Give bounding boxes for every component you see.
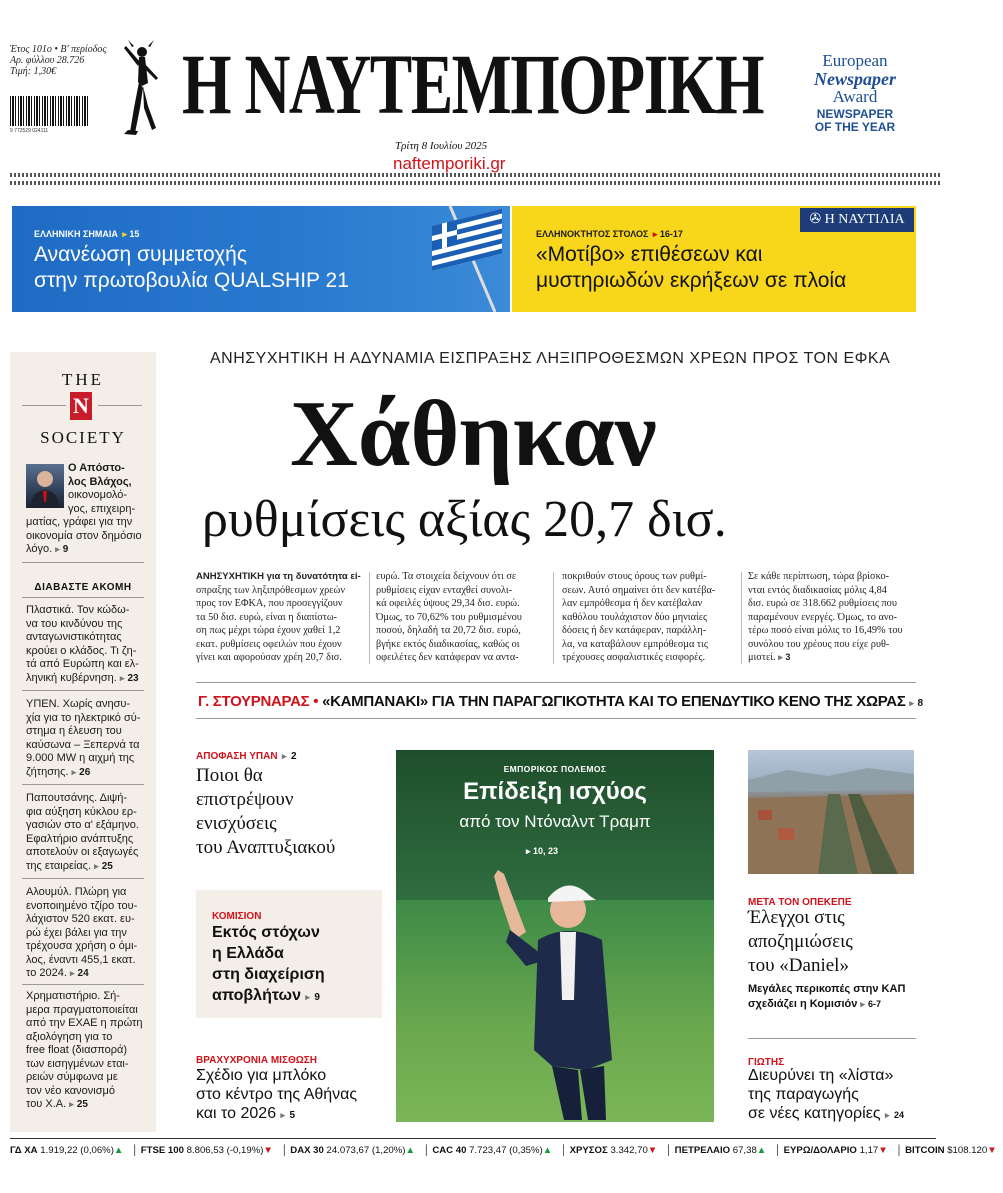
headline-line: σε νέες κατηγορίες: [748, 1105, 881, 1122]
item-line: των εισηγμένων εται-: [26, 1057, 129, 1070]
divider: [22, 878, 144, 879]
column-line: προς τον ΕΦΚΑ, που προσεγγίζουν: [196, 598, 343, 609]
banner-kicker: [536, 224, 683, 242]
headline-line: του Αναπτυξιακού: [196, 837, 336, 858]
item-line: το 2024.: [26, 967, 67, 979]
photo-page-ref: [526, 846, 558, 857]
item-line: ΥΠΕΝ. Χωρίς ανησυ-: [26, 698, 131, 710]
banner-headline-line2: στην πρωτοβουλία QUALSHIP 21: [34, 269, 349, 292]
column-line: βγήκε εκτός διαδικασίας, καθώς οι: [376, 638, 520, 650]
nautilia-label: Η ΝΑΥΤΙΛΙΑ: [824, 212, 905, 227]
page-ref: 8: [917, 698, 923, 709]
divider: [553, 572, 554, 664]
column-line: ποσού, δηλαδή τα 20,72 δισ. ευρώ,: [376, 625, 521, 636]
divider: [748, 1038, 916, 1039]
strap-text: «ΚΑΜΠΑΝΑΚΙ» ΓΙΑ ΤΗΝ ΠΑΡΑΓΩΓΙΚΟΤΗΤΑ ΚΑΙ ΤΟ ΕΠΕΝΔΥΤΙΚΟ ΚΕΝΟ ΤΗΣ ΧΩΡΑΣ: [322, 693, 906, 710]
headline-line: Διευρύνει τη «λίστα»: [748, 1067, 894, 1084]
item-line: Χρηματιστήριο. Σή-: [26, 990, 120, 1002]
author-blurb-line: λος Βλάχος,: [68, 475, 132, 488]
column-line: καθόλου τουλάχιστον δύο μηνιαίες: [562, 611, 708, 623]
issue-price: Τιμή: 1,30€: [10, 66, 57, 77]
ticker-value: $108.120: [947, 1145, 988, 1156]
hermes-logo-icon: [112, 38, 166, 138]
item-line: της εταιρείας.: [26, 859, 92, 872]
item-line: φια αύξηση κύκλου ερ-: [26, 805, 137, 818]
column-line: σεων. Αυτό σημαίνει ότι δεν κατέβα-: [562, 584, 716, 596]
arrow-up-icon: ▲: [756, 1145, 767, 1156]
divider: [98, 405, 142, 406]
ticker-item-oil: │ ΠΕΤΡΕΛΑΙΟ 67,38▲: [665, 1145, 767, 1156]
divider: [22, 784, 144, 785]
author-blurb-line: Ο Απόστο-: [68, 462, 125, 474]
item-line: καύσωνα – Ξεπερνά τα: [26, 738, 140, 751]
issue-year: Έτος 101ο • Β' περίοδος: [10, 44, 107, 55]
barcode: [10, 96, 88, 126]
arrow-right-icon: ▸: [305, 992, 310, 1002]
item-line: Εφαλτήριο ανάπτυξης: [26, 832, 134, 845]
headline-line: Ποιοι θα: [196, 765, 263, 786]
banner-headline-line1: «Μοτίβο» επιθέσεων και: [536, 243, 763, 266]
headline-line: στη διαχείριση: [212, 966, 325, 983]
item-line: free float (διασπορά): [26, 1044, 128, 1056]
page-ref: 24: [893, 1110, 904, 1120]
page-ref: 5: [289, 1110, 296, 1121]
item-line: μερα πραγματοποιείται: [26, 1003, 138, 1016]
headline-line: επιστρέψουν: [196, 789, 294, 810]
column-line: Σε κάθε περίπτωση, τώρα βρίσκο-: [748, 571, 890, 582]
headline-line: Έλεγχοι στις: [748, 907, 845, 928]
divider: [10, 173, 940, 177]
issue-date: Τρίτη 8 Ιουλίου 2025: [395, 140, 488, 152]
column-line: εκατ. ρυθμίσεις οφειλών που έχουν: [196, 638, 342, 650]
banner-headline-line2: μυστηριωδών εκρήξεων σε πλοία: [536, 269, 847, 292]
arrow-down-icon: ▼: [647, 1145, 658, 1156]
column-line: ευρώ. Τα στοιχεία δείχνουν ότι σε: [376, 571, 517, 582]
item-line: ενοποιημένο τζίρο του-: [26, 899, 138, 912]
page-ref: 25: [101, 860, 113, 872]
column-line: Όμως, το 70,62% του ρυθμισμένου: [376, 611, 522, 623]
person-waving-icon: [456, 870, 656, 1122]
ticker-label: FTSE 100: [140, 1145, 184, 1156]
flood-landscape-icon: [748, 750, 914, 874]
banner-page-ref: 16-17: [659, 229, 683, 239]
lead-headline-main[interactable]: Χάθηκαν: [290, 382, 657, 486]
award-line2: Newspaper: [814, 69, 896, 89]
page-ref: 25: [76, 1099, 88, 1110]
divider: [10, 1138, 936, 1139]
arrow-right-icon: ▸: [652, 229, 660, 239]
column-line: οφειλέτες δεν κατάφεραν να αντα-: [376, 652, 519, 663]
headline-line: στο κέντρο της Αθήνας: [196, 1086, 358, 1103]
page-ref: 23: [127, 672, 139, 684]
column-line: κά οφειλές ύψους 29,34 δισ. ευρώ.: [376, 598, 520, 609]
read-more-item-papoutsanis[interactable]: [26, 792, 150, 873]
banner-headline-line1: Ανανέωση συμμετοχής: [34, 243, 247, 266]
headline-line: Εκτός στόχων: [212, 924, 320, 941]
item-line: ζήτησης.: [26, 765, 69, 778]
lead-column-1: [196, 570, 362, 665]
greek-flag-icon: [420, 206, 510, 312]
divider: [22, 562, 144, 563]
divider: [196, 682, 916, 683]
flood-photo[interactable]: [748, 750, 914, 874]
arrow-up-icon: ▲: [113, 1145, 124, 1156]
column-line: σπραξης των ληξιπρόθεσμων χρεών: [196, 584, 345, 596]
ticker-item-ftse: │ FTSE 100 8.806,53 (-0,19%)▼: [132, 1145, 273, 1156]
author-blurb-bottom: [26, 516, 142, 557]
item-line: τον νέο κανονισμό: [26, 1084, 115, 1097]
arrow-right-icon: ▸: [282, 751, 287, 761]
item-line: να του κινδύνου της: [26, 617, 123, 630]
award-line4: NEWSPAPER: [816, 107, 894, 121]
column-line: ποκριθούν στους όρους των ρυθμί-: [562, 571, 707, 582]
author-blurb-line: ματίας, γράφει για την: [26, 516, 133, 528]
item-line: του Χ.Α.: [26, 1098, 67, 1110]
column-line: τρέχουσες ασφαλιστικές εισφορές.: [562, 652, 706, 663]
arrow-right-icon: ▸: [69, 968, 75, 978]
stournaras-strap[interactable]: [198, 693, 922, 710]
author-blurb-top: [68, 462, 135, 516]
item-line: Πλαστικά. Τον κώδω-: [26, 604, 130, 616]
lead-column-4: [748, 570, 918, 665]
story-daniel-deck: [748, 982, 924, 1012]
photo-kicker: ΕΜΠΟΡΙΚΟΣ ΠΟΛΕΜΟΣ: [503, 764, 607, 774]
item-line: από την ΕΧΑΕ η πρώτη: [26, 1017, 143, 1029]
strap-sep: •: [313, 693, 319, 710]
banner-shipping-flag[interactable]: [12, 206, 510, 312]
read-more-item-xrimatistirio[interactable]: [26, 990, 150, 1112]
photo-title: Επίδειξη ισχύος: [463, 778, 647, 805]
item-line: τά από Ευρώπη και ελ-: [26, 658, 139, 670]
story-komision-headline[interactable]: [212, 922, 382, 1008]
kicker-label: ΚΟΜΙΣΙΟΝ: [212, 911, 262, 922]
lead-photo[interactable]: [396, 750, 714, 1122]
award-line5: OF THE YEAR: [814, 120, 896, 134]
divider: [22, 984, 144, 985]
column-line: ρυθμίσεις είχαν ενταχθεί συνολι-: [376, 584, 513, 596]
ticker-item-gdxa: [10, 1145, 123, 1156]
arrow-right-icon: ▸: [119, 672, 125, 683]
ticker-label: BITCOIN: [905, 1145, 945, 1156]
item-line: λος, έναντι 455,1 εκατ.: [26, 953, 136, 966]
read-more-item-plastika[interactable]: [26, 604, 150, 685]
lead-column-3: [562, 570, 732, 665]
page-ref: 10, 23: [533, 846, 559, 856]
divider: [369, 572, 370, 664]
arrow-down-icon: ▼: [263, 1145, 273, 1156]
ticker-label: ΕΥΡΩ/ΔΟΛΑΡΙΟ: [783, 1145, 857, 1156]
ticker-item-eurusd: │ ΕΥΡΩ/ΔΟΛΑΡΙΟ 1,17▼: [774, 1145, 888, 1156]
market-ticker: [10, 1145, 997, 1161]
column-line: λαν εμπρόθεσμα ή δεν κατέβαλαν: [562, 598, 703, 609]
story-daniel-headline[interactable]: [748, 906, 918, 978]
ticker-item-dax: │ DAX 30 24.073,67 (1,20%)▲: [281, 1145, 415, 1156]
issue-number: Αρ. φύλλου 28.726: [10, 55, 85, 66]
kicker-label: ΒΡΑΧΥΧΡΟΝΙΑ ΜΙΣΘΩΣΗ: [196, 1055, 317, 1066]
arrow-right-icon: ▸: [885, 1110, 890, 1120]
item-line: ληνική κυβέρνηση.: [26, 671, 117, 684]
kicker-label: ΓΙΩΤΗΣ: [748, 1057, 785, 1068]
divider: [22, 690, 144, 691]
item-line: γασιών στο α' εξάμηνο.: [26, 819, 139, 831]
arrow-right-icon: ▸: [860, 999, 865, 1009]
item-line: Παπουτσάνης. Διψή-: [26, 792, 128, 804]
author-blurb-line: γος, επιχειρη-: [68, 502, 136, 515]
column-line: δόσεις ή δεν κατάφεραν, παράλλη-: [562, 625, 707, 636]
ship-wheel-icon: ✇: [809, 212, 825, 227]
ticker-value: 24.073,67 (1,20%): [326, 1145, 406, 1156]
headline-line: του «Daniel»: [748, 955, 849, 976]
ticker-label: CAC 40: [432, 1145, 467, 1156]
ticker-value: 1,17: [859, 1145, 879, 1156]
page-ref: 6-7: [868, 999, 882, 1009]
ticker-value: 8.806,53 (-0,19%): [186, 1145, 264, 1156]
page-ref: 2: [290, 751, 297, 762]
divider: [22, 405, 66, 406]
item-line: αποτελούν οι εξαγωγές: [26, 846, 139, 858]
arrow-down-icon: ▼: [987, 1145, 997, 1156]
author-blurb-line: λόγο.: [26, 543, 53, 555]
arrow-right-icon: ▸: [778, 652, 783, 662]
item-line: αξιολόγηση για το: [26, 1030, 113, 1043]
read-more-item-ypen[interactable]: [26, 698, 150, 779]
item-line: ρώ έχει βάλει για την: [26, 926, 127, 939]
page-ref: 24: [77, 968, 89, 979]
ticker-value: 1.919,22 (0,06%): [40, 1145, 114, 1156]
ticker-value: 67,38: [732, 1145, 757, 1156]
lead-headline-sub[interactable]: ρυθμίσεις αξίας 20,7 δισ.: [202, 491, 727, 548]
award-badge: [790, 52, 920, 134]
story-kicker: [196, 746, 297, 764]
item-line: κρούει ο κλάδος. Τι ζη-: [26, 644, 137, 657]
story-giotis-headline[interactable]: [748, 1066, 924, 1125]
strap-name: Γ. ΣΤΟΥΡΝΑΡΑΣ: [198, 693, 310, 710]
column-line: γίνει και αφορούσαν χρέη 20,7 δισ.: [196, 652, 342, 663]
arrow-right-icon: ▸: [526, 846, 534, 856]
kicker-label: ΑΠΟΦΑΣΗ ΥΠΑΝ: [196, 751, 278, 762]
column-line: λα, να καταβάλουν εμπρόθεσμα τις: [562, 638, 708, 650]
arrow-down-icon: ▼: [878, 1145, 888, 1156]
deck-line: Μεγάλες περικοπές στην ΚΑΠ: [748, 983, 906, 995]
banner-kicker: [34, 224, 139, 242]
ticker-value: 7.723,47 (0,35%): [469, 1145, 543, 1156]
item-line: χία για το ηλεκτρικό σύ-: [26, 711, 141, 724]
website-link[interactable]: naftemporiki.gr: [393, 154, 506, 173]
column-line: δισ. ευρώ σε 318.662 ρυθμίσεις που: [748, 598, 897, 609]
item-line: Αλουμύλ. Πλώρη για: [26, 886, 127, 898]
banner-kicker-label: ΕΛΛΗΝΙΚΗ ΣΗΜΑΙΑ: [34, 229, 118, 239]
author-avatar: [26, 464, 64, 508]
column-line: ση πως μέχρι τώρα έχουν χαθεί 1,2: [196, 625, 341, 636]
divider: [10, 181, 940, 185]
headline-line: και το 2026: [196, 1105, 277, 1122]
arrow-right-icon: ▸: [55, 544, 60, 554]
column-line: τα 50 δισ. ευρώ, είναι η διαπίστω-: [196, 611, 338, 623]
page-ref: 9: [62, 544, 69, 555]
arrow-right-icon: ▸: [69, 1099, 74, 1109]
arrow-up-icon: ▲: [542, 1145, 553, 1156]
headline-line: αποβλήτων: [212, 987, 301, 1004]
barcode-number: 9 772529 024111: [10, 128, 49, 134]
arrow-right-icon: ▸: [280, 1110, 286, 1120]
page-ref: 3: [785, 652, 791, 662]
divider: [196, 718, 916, 719]
lead-overline: ΑΝΗΣΥΧΗΤΙΚΗ Η ΑΔΥΝΑΜΙΑ ΕΙΣΠΡΑΞΗΣ ΛΗΞΙΠΡΟΘΕΣΜΩΝ ΧΡΕΩΝ ΠΡΟΣ ΤΟΝ ΕΦΚΑ: [210, 350, 891, 367]
society-n-logo: N: [70, 392, 92, 420]
arrow-right-icon: ▸: [94, 860, 99, 871]
item-line: λάχιστον 520 εκατ. ευ-: [26, 913, 135, 925]
column-line: μιστεί.: [748, 652, 776, 663]
column-line: ΑΝΗΣΥΧΗΤΙΚΗ για τη δυνατότητα εί-: [196, 571, 361, 582]
arrow-up-icon: ▲: [405, 1145, 415, 1156]
page-ref: 9: [314, 992, 320, 1003]
nautilia-badge[interactable]: [800, 208, 914, 232]
column-line: νται εντός διαδικασίας μόλις 4,84: [748, 584, 887, 596]
column-line: συνόλου του χρέους που είχε ρυθ-: [748, 638, 890, 650]
column-line: τέρω ποσό είναι μόλις το 16,49% του: [748, 625, 903, 636]
award-line1: European: [822, 51, 888, 70]
ticker-label: ΧΡΥΣΟΣ: [569, 1145, 608, 1156]
photo-subtitle: από τον Ντόναλντ Τραμπ: [459, 812, 651, 831]
arrow-right-icon: ▸: [909, 698, 914, 708]
issue-meta: [10, 44, 106, 77]
arrow-right-icon: ▸: [71, 766, 77, 777]
ticker-item-cac: │ CAC 40 7.723,47 (0,35%)▲: [423, 1145, 553, 1156]
story-misthosi-headline[interactable]: [196, 1066, 392, 1125]
headline-line: Σχέδιο για μπλόκο: [196, 1067, 327, 1084]
banner-page-ref: 15: [129, 229, 140, 239]
story-upan-headline[interactable]: [196, 764, 386, 860]
divider: [741, 572, 742, 664]
award-line3: Award: [832, 87, 878, 106]
ticker-item-bitcoin: │ BITCOIN $108.120▼: [896, 1145, 997, 1156]
deck-line: σχεδιάζει η Κομισιόν: [748, 998, 858, 1010]
kicker-label: ΜΕΤΑ ΤΟΝ ΟΠΕΚΕΠΕ: [748, 897, 852, 908]
lead-column-2: [376, 570, 544, 665]
ticker-label: ΠΕΤΡΕΛΑΙΟ: [674, 1145, 731, 1156]
headline-line: της παραγωγής: [748, 1086, 859, 1103]
society-the: THE: [61, 370, 105, 389]
ticker-label: ΓΔ ΧΑ: [10, 1145, 38, 1156]
item-line: τρέχουσα χρήση ο όμι-: [26, 940, 138, 952]
column-line: παραμένουν ενεργές. Όμως, το ανο-: [748, 611, 898, 623]
divider: [22, 597, 144, 598]
arrow-right-icon: ▸: [122, 229, 130, 239]
item-line: στημα η έλευση του: [26, 725, 122, 737]
ticker-value: 3.342,70: [610, 1145, 648, 1156]
person-icon: [26, 464, 64, 508]
item-line: 9.000 MW η αιχμή της: [26, 752, 135, 764]
item-line: ανταγωνιστικότητας: [26, 631, 122, 643]
ticker-item-gold: │ ΧΡΥΣΟΣ 3.342,70▼: [560, 1145, 658, 1156]
headline-line: η Ελλάδα: [212, 945, 284, 962]
item-line: ρειών σύμφωνα με: [26, 1071, 118, 1083]
read-more-heading: ΔΙΑΒΑΣΤΕ ΑΚΟΜΗ: [34, 582, 132, 593]
author-blurb-line: οικονομία στον δημόσιο: [26, 529, 142, 542]
headline-line: ενισχύσεις: [196, 813, 277, 834]
ticker-label: DAX 30: [290, 1145, 324, 1156]
read-more-item-aloumyl[interactable]: [26, 886, 150, 981]
headline-line: αποζημιώσεις: [748, 931, 853, 952]
page-ref: 26: [79, 766, 91, 778]
author-blurb-line: οικονομολό-: [68, 489, 128, 501]
banner-kicker-label: ΕΛΛΗΝΟΚΤΗΤΟΣ ΣΤΟΛΟΣ: [536, 229, 649, 239]
masthead-title[interactable]: Η ΝΑΥΤΕΜΠΟΡΙΚΗ: [182, 36, 764, 132]
society-word[interactable]: SOCIETY: [40, 428, 126, 447]
